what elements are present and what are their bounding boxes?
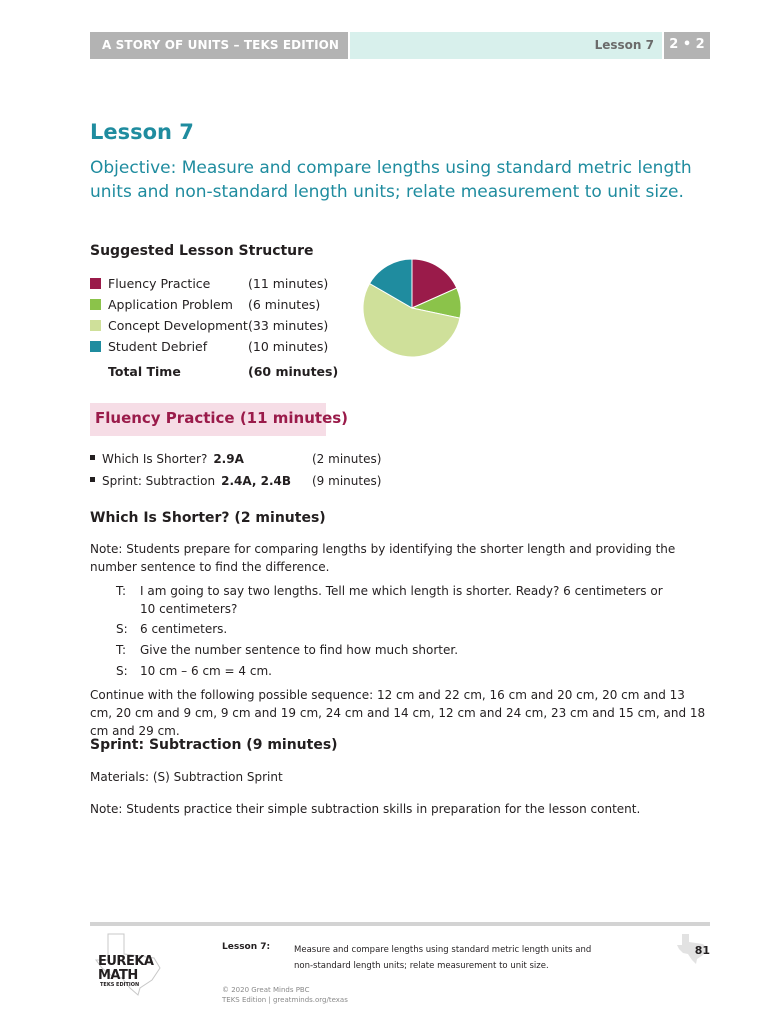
dialogue-text: 6 centimeters. — [140, 622, 228, 636]
fluency-item-time: (9 minutes) — [312, 474, 382, 488]
dialogue-text: I am going to say two lengths. Tell me which length is shorter. Ready? 6 centimeters or 10 centimeters? — [140, 584, 663, 616]
structure-item-time: (6 minutes) — [248, 297, 321, 312]
which-shorter-heading: Which Is Shorter? (2 minutes) — [90, 510, 326, 526]
header-module-bar — [664, 32, 710, 59]
application-color-swatch — [90, 299, 101, 310]
structure-item-name: Fluency Practice — [108, 276, 211, 291]
total-label: Total Time — [108, 364, 181, 379]
lesson-structure-pie-chart — [362, 258, 462, 358]
continue-sequence: Continue with the following possible sequence: 12 cm and 22 cm, 16 cm and 20 cm, 20 cm and 13 cm, 20 cm and 9 cm, 9 cm and 19 cm, 24 cm and 14 cm, 12 cm and 24 cm, 23 cm and 15 cm, and 18 cm and 29 cm. — [90, 688, 706, 738]
dialogue-speaker: S: — [116, 664, 128, 678]
structure-item-name: Application Problem — [108, 297, 233, 312]
footer-copyright — [222, 985, 348, 1005]
structure-item-name: Concept Development — [108, 318, 248, 333]
debrief-color-swatch — [90, 341, 101, 352]
footer-description: Measure and compare lengths using standard metric length units and non-standard length units; relate measurement to unit size. — [294, 945, 592, 971]
fluency-item-time: (2 minutes) — [312, 452, 382, 466]
header-series: A STORY OF UNITS – TEKS EDITION — [102, 38, 340, 52]
eureka-math-logo-line3: TEKS EDITION — [100, 982, 140, 988]
concept-color-swatch — [90, 320, 101, 331]
structure-heading: Suggested Lesson Structure — [90, 243, 314, 259]
structure-item-time: (33 minutes) — [248, 318, 329, 333]
fluency-practice-heading: Fluency Practice (11 minutes) — [95, 409, 349, 427]
footer-lesson-label: Lesson 7: — [222, 942, 271, 952]
bullet-icon — [90, 477, 95, 482]
dialogue-text: 10 cm – 6 cm = 4 cm. — [140, 664, 272, 678]
sprint-note: Note: Students practice their simple subtraction skills in preparation for the lesson content. — [90, 802, 641, 816]
sprint-materials: Materials: (S) Subtraction Sprint — [90, 770, 283, 784]
bullet-icon — [90, 455, 95, 460]
sprint-heading: Sprint: Subtraction (9 minutes) — [90, 737, 338, 753]
header-series-bar — [90, 32, 348, 59]
fluency-item-code: 2.9A — [213, 452, 244, 466]
footer-divider — [90, 922, 710, 926]
eureka-math-logo-line2: MATH — [98, 968, 138, 983]
dialogue-speaker: S: — [116, 622, 128, 636]
lesson-title: Lesson 7 — [90, 120, 194, 144]
page-number: 81 — [694, 944, 710, 957]
header-lesson-bar — [350, 32, 662, 59]
fluency-color-swatch — [90, 278, 101, 289]
header-lesson: Lesson 7 — [594, 38, 654, 52]
dialogue-speaker: T: — [116, 643, 127, 657]
fluency-item-name: Sprint: Subtraction — [102, 474, 216, 488]
copyright-line: © 2020 Great Minds PBC — [222, 986, 310, 994]
fluency-practice-heading-box — [90, 403, 349, 436]
fluency-item-code: 2.4A, 2.4B — [221, 474, 292, 488]
which-shorter-note: Note: Students prepare for comparing lengths by identifying the shorter length and providing the number sentence to find the difference. — [90, 542, 676, 574]
header-module: 2 • 2 — [669, 37, 705, 52]
structure-item-time: (10 minutes) — [248, 339, 329, 354]
dialogue-text: Give the number sentence to find how much shorter. — [140, 643, 459, 657]
structure-item-time: (11 minutes) — [248, 276, 329, 291]
dialogue-speaker: T: — [116, 584, 127, 598]
total-time: (60 minutes) — [248, 364, 339, 379]
copyright-line: TEKS Edition | greatminds.org/texas — [222, 996, 348, 1004]
structure-item-name: Student Debrief — [108, 339, 208, 354]
fluency-item-name: Which Is Shorter? — [102, 452, 208, 466]
eureka-math-logo-line1: EUREKA — [98, 954, 154, 969]
objective: Objective: Measure and compare lengths using standard metric length units and non-standard length units; relate measurement to unit size. — [90, 158, 692, 202]
